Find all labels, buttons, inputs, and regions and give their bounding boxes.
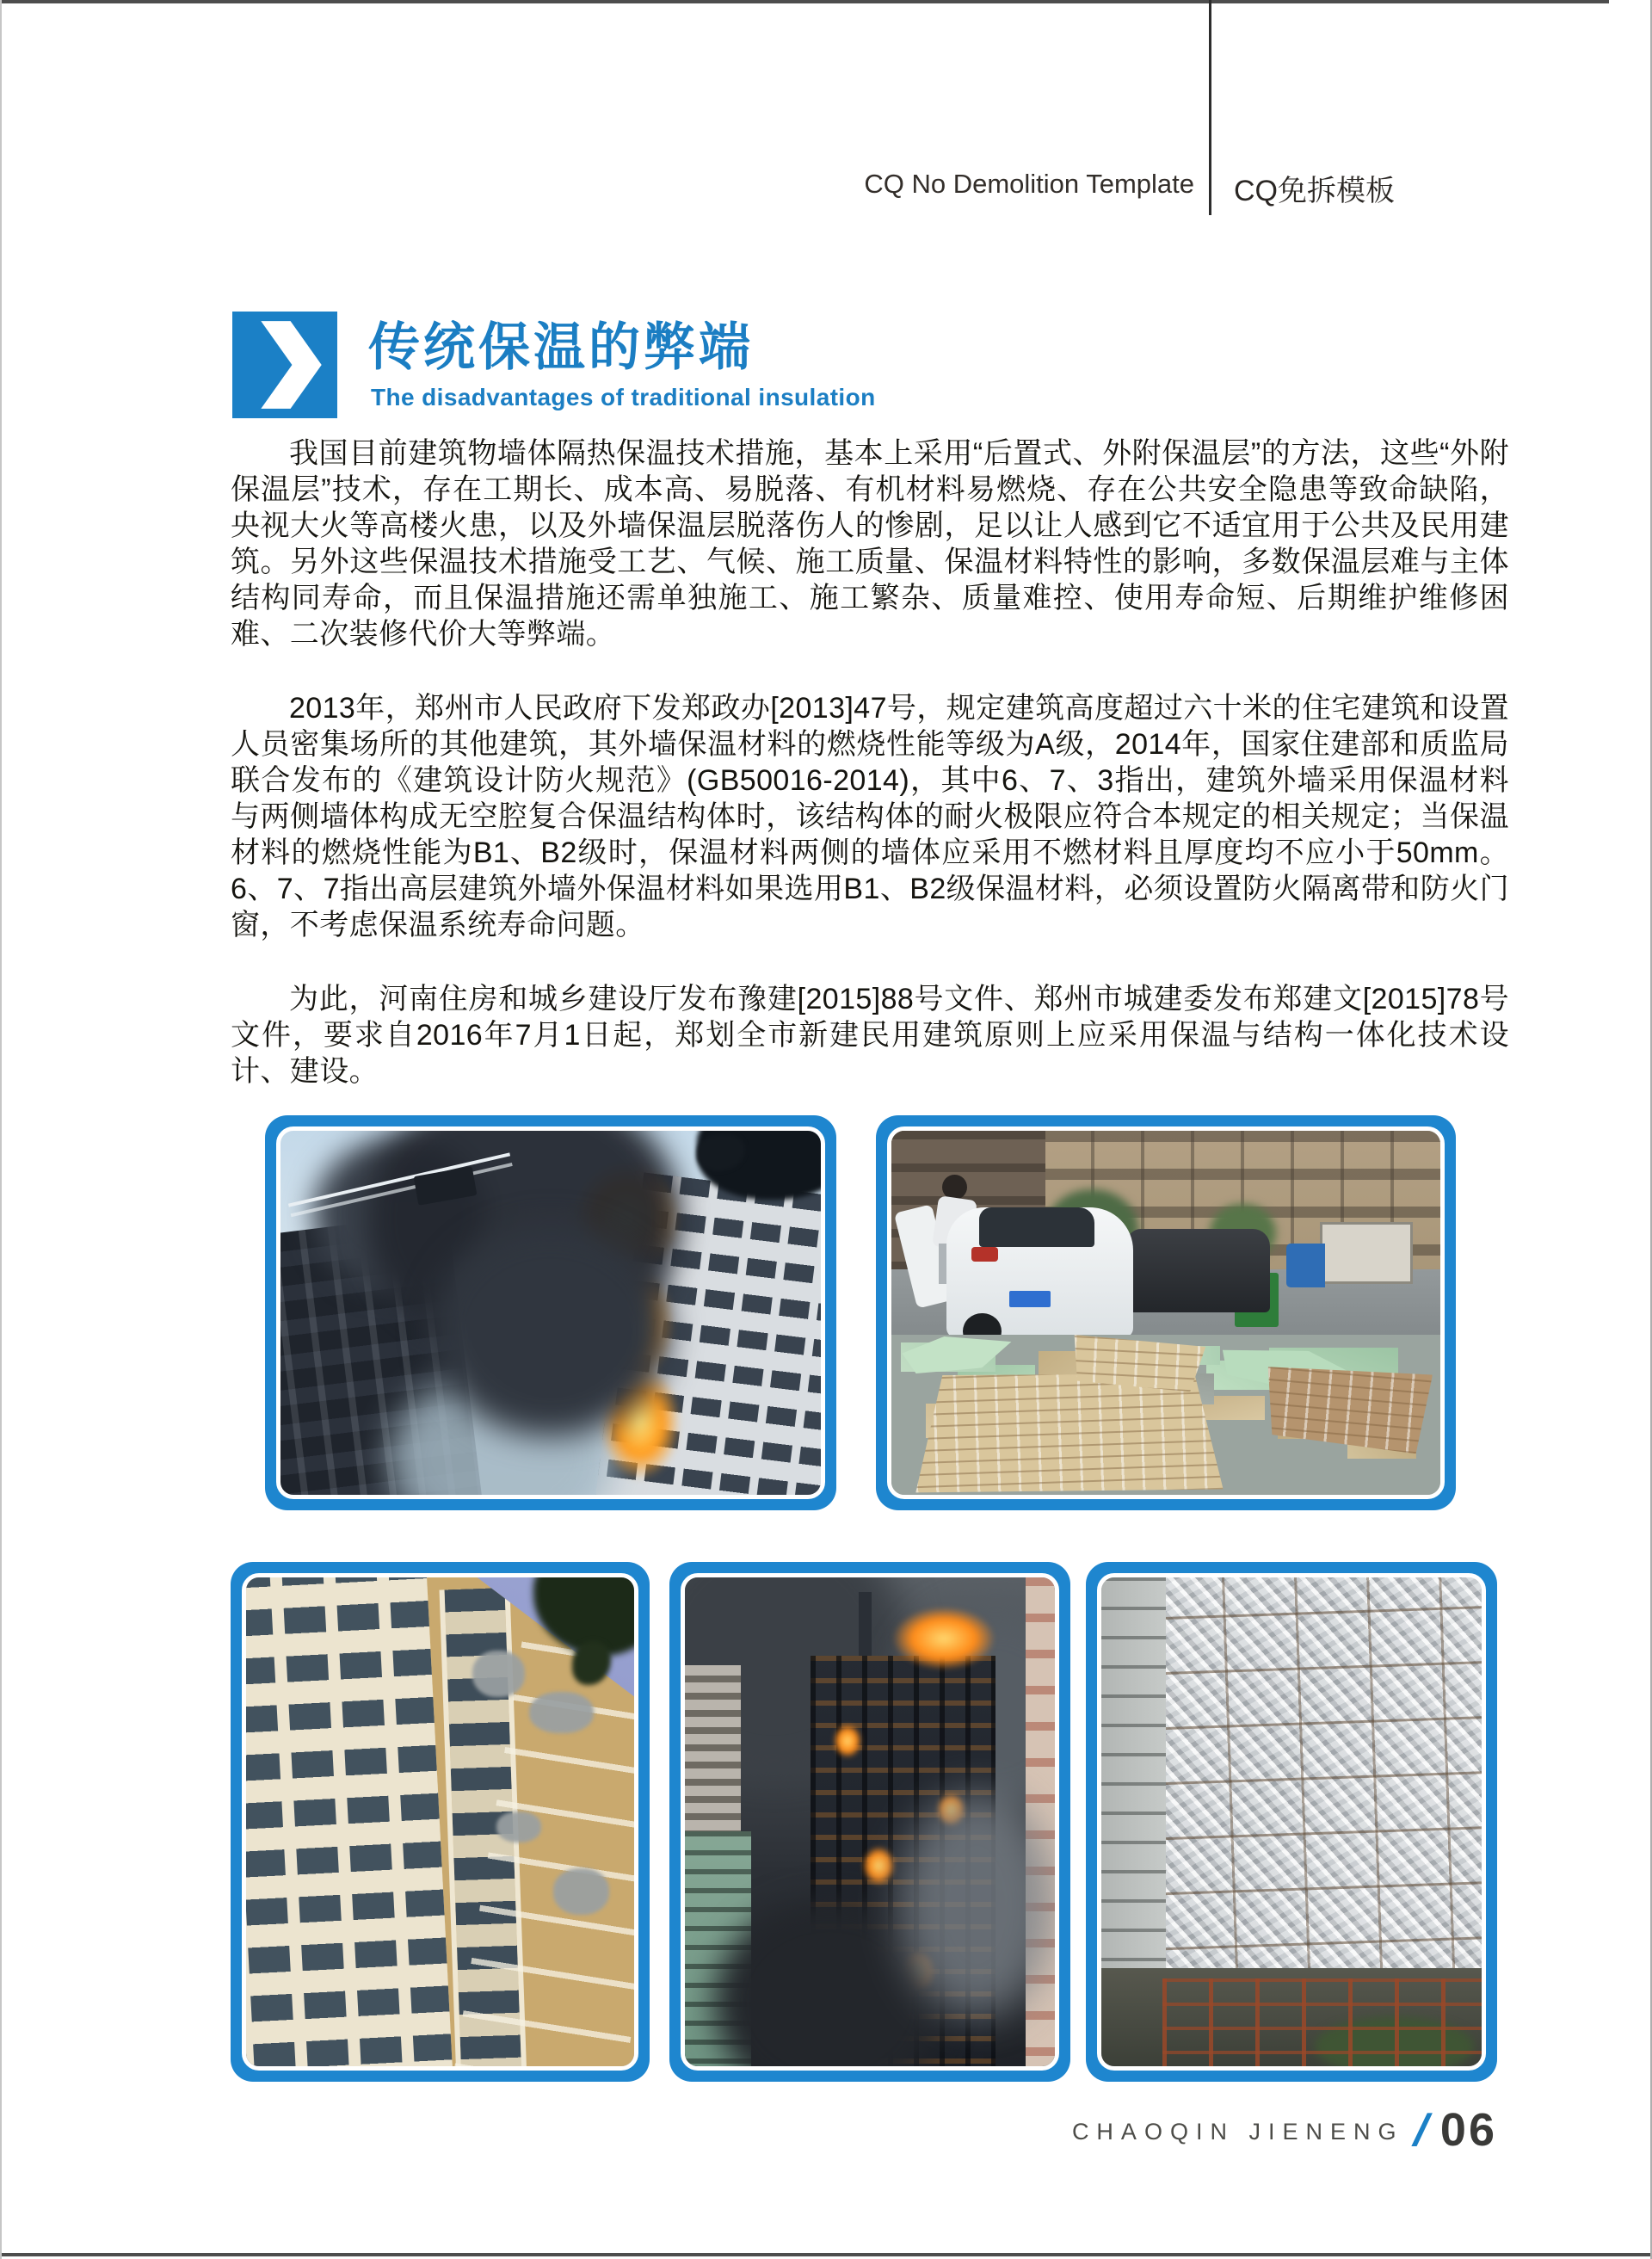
- page-bottom-rule: [0, 2253, 1652, 2256]
- photo-frame: [669, 1562, 1070, 2082]
- section-title-zh: 传统保温的弊端: [368, 318, 754, 376]
- chevron-right-icon: [247, 321, 324, 409]
- window-grid: [242, 1573, 455, 2071]
- page-footer: [1071, 2104, 1497, 2156]
- peeled-patch: [529, 1692, 594, 1733]
- footer-slash: /: [1409, 2106, 1436, 2156]
- tower-fire-smoke-photo: [681, 1573, 1059, 2071]
- peeling-facade-photo: [242, 1573, 638, 2071]
- photo-frame: [265, 1115, 836, 1510]
- header-title-zh: CQ免拆模板: [1234, 175, 1395, 207]
- page-top-rule: [0, 0, 1609, 3]
- footer-brand: CHAOQIN JIENENG: [1071, 2119, 1404, 2145]
- rusty-scaffold: [1162, 1978, 1482, 2066]
- smoke-blob: [432, 1225, 669, 1436]
- smashed-rear-window: [979, 1207, 1094, 1248]
- page-number: 06: [1439, 2104, 1497, 2156]
- tail-light: [971, 1247, 999, 1262]
- body-text-block: [231, 435, 1509, 1089]
- license-plate: [1009, 1291, 1051, 1307]
- body-paragraph-1: 我国目前建筑物墙体隔热保温技术措施，基本上采用“后置式、外附保温层”的方法，这些“外附保温层”技术，存在工期长、成本高、易脱落、有机材料易燃烧、存在公共安全隐患等致命缺陷，央视大火等高楼火患，以及外墙保温层脱落伤人的惨剧，足以让人感到它不适宜用于公共及民用建筑。另外这些保温技术措施受工艺、气候、施工质量、保温材料特性的影响，多数保温层难与主体结构同寿命，而且保温措施还需单独施工、施工繁杂、质量难控、使用寿命短、后期维护维修困难、二次装修代价大等弊端。: [231, 437, 1509, 651]
- flame: [892, 1607, 996, 1670]
- concrete-column: [1101, 1577, 1166, 1968]
- photo-frame: [1086, 1562, 1497, 2082]
- truck-cab: [1286, 1244, 1325, 1287]
- page-left-edge: [0, 0, 2, 2259]
- section-title-en: The disadvantages of traditional insulation: [371, 384, 876, 410]
- photo-frame: [231, 1562, 650, 2082]
- photo-frame: [876, 1115, 1456, 1510]
- peeled-patch: [472, 1651, 525, 1697]
- flame: [862, 1846, 896, 1885]
- dark-suv: [1127, 1229, 1270, 1312]
- body-paragraph-2: 2013年，郑州市人民政府下发郑政办[2013]47号，规定建筑高度超过六十米的住宅建筑和设置人员密集场所的其他建筑，其外墙保温材料的燃烧性能等级为A级，2014年，国家住建部和质监局联合发布的《建筑设计防火规范》(GB50016-2014)，其中6、7、3指出，建筑外墙采用保温材料与两侧墙体构成无空腔复合保温结构体时，该结构体的耐火极限应符合本规定的相关规定；当保温材料的燃烧性能为B1、B2级时，保温材料两侧的墙体应采用不燃材料且厚度均不应小于50mm。6、7、7指出高层建筑外墙外保温材料如果选用B1、B2级保温材料，必须设置防火隔离带和防火门窗，不考虑保温系统寿命问题。: [231, 692, 1509, 941]
- section-arrow-icon: [232, 312, 337, 418]
- foil-insulation-wall-photo: [1097, 1573, 1486, 2071]
- smoke-blob: [899, 1793, 1055, 2017]
- highrise-fire-photo: [276, 1126, 825, 1499]
- header-title-en: CQ No Demolition Template: [864, 169, 1194, 199]
- peeled-patch: [553, 1868, 610, 1915]
- header-divider-line: [1209, 0, 1211, 215]
- fallen-insulation-debris-photo: [887, 1126, 1445, 1499]
- peeled-patch: [496, 1812, 541, 1842]
- body-paragraph-3: 为此，河南住房和城乡建设厅发布豫建[2015]88号文件、郑州市城建委发布郑建文[2015]78号文件，要求自2016年7月1日起，郑划全市新建民用建筑原则上应采用保温与结构一体化技术设计、建设。: [231, 983, 1509, 1088]
- adjacent-building: [1026, 1577, 1059, 2066]
- truck: [1320, 1222, 1413, 1284]
